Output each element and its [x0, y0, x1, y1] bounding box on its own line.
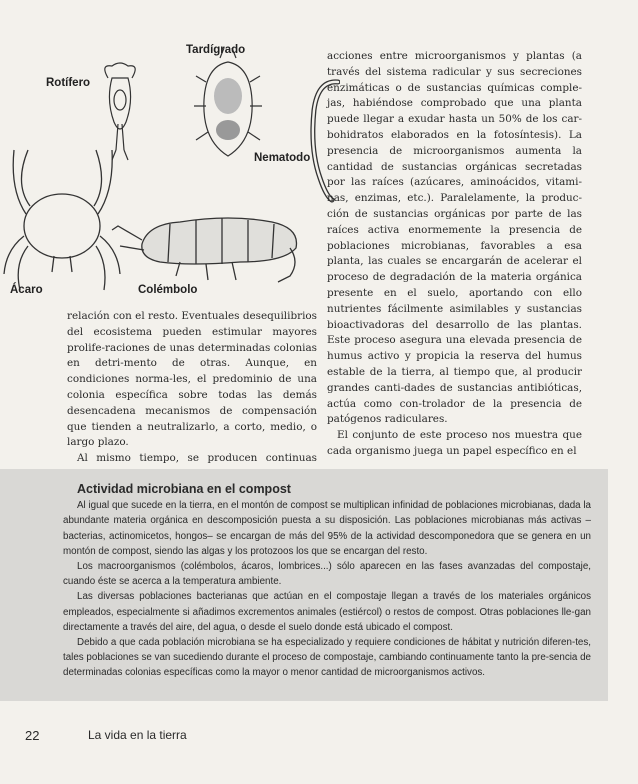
mite-drawing — [4, 150, 120, 290]
sidebar-box — [0, 469, 608, 701]
running-title: La vida en la tierra — [88, 728, 187, 742]
right-paragraph: El conjunto de este proceso nos muestra que cada organismo juega un papel específico en el — [327, 429, 582, 457]
label-acaro: Ácaro — [10, 284, 43, 296]
tardigrade-drawing — [194, 48, 262, 156]
left-paragraph: relación con el resto. Eventuales desequilibrios del ecosistema pueden estimular mayores prolife-raciones de unas determinadas colonias en detri-mento de otras. Aunque, en condiciones norma-les, el predominio de una colonia específica sobre todas las demás desencadena mecanismos de compensación que tienden a neutralizarlo, a corto, medio, o largo plazo. — [67, 310, 317, 449]
box-paragraph: Las diversas poblaciones bacterianas que actúan en el compostaje llegan a través de los materiales orgánicos empleados, especialmente si añadimos excrementos animales (estiércol) o restos de compost. Otras poblaciones lle-gan directamente a través del aire, del agua, o desde el suelo donde está ubicado el compost. — [63, 591, 591, 633]
page-number: 22 — [25, 728, 40, 743]
label-rotifero: Rotífero — [46, 77, 91, 89]
left-text-column — [67, 309, 317, 483]
soil-organisms-drawing — [0, 0, 340, 300]
left-paragraph: Al mismo tiempo, se producen continuas — [77, 452, 317, 465]
box-title: Actividad microbiana en el compost — [77, 482, 291, 496]
collembola-drawing — [112, 218, 297, 282]
box-paragraph: Debido a que cada población microbiana se ha especializado y requiere condiciones de hábitat y nutrición diferen-tes, tales poblaciones se van sucediendo durante el proceso de compostaje, cambiando continuamente tanto la pre-sencia de determinadas colonias específicas como la mayor o menor cantidad de microorganismos activos. — [63, 637, 591, 679]
rotifer-drawing — [105, 63, 135, 160]
right-text-column — [327, 49, 582, 460]
right-paragraph: acciones entre microorganismos y plantas (a través del sistema radicular y sus secreciones enzimáticas o de sustancias químicas comple-jas, habiéndose comprobado que una planta puede llegar a exudar hasta un 50% de los car-bohidratos elaborados en la fotosíntesis). La presencia de microorganismos aumenta la cantidad de sustancias orgánicas secretadas por las raíces (azúcares, aminoácidos, vitami-nas, enzimas, etc.). Paralelamente, la produc-ción de sustancias orgánicas por parte de las raíces activa enormemente la presencia de poblaciones microbianas, favorables a esa planta, las cuales se encargarán de acelerar el proceso de degradación de la materia orgánica presente en el suelo, aportando con ello nutrientes fácilmente asimilables y sustancias bioactivadoras del desarrollo de las plantas. Este proceso asegura una elevada presencia de humus activo y propicia la reserva del humus estable de la tierra, al tiempo que, al producir grandes canti-dades de sustancias antibióticas, actúa como con-trolador de la presencia de patógenos radiculares. — [327, 50, 582, 426]
soil-organisms-illustration — [0, 0, 340, 300]
box-paragraph: Al igual que sucede en la tierra, en el montón de compost se multiplican infinidad de poblaciones microbianas, dada la abundante materia orgánica en descomposición puesta a su disposición. Las poblaciones microbianas más activas –bacterias, actinomicetos, hongos– se encargan de más del 95% de la actividad descomponedora que se genera en un montón de compost, siendo las algas y los protozoos los que se encargan del resto. — [63, 500, 591, 557]
label-colembolo: Colémbolo — [138, 284, 198, 296]
box-paragraph: Los macroorganismos (colémbolos, ácaros, lombrices...) sólo aparecen en las fases avanzadas del compostaje, cuando éste se acerca a la temperatura ambiente. — [63, 561, 591, 588]
label-nematodo: Nematodo — [254, 152, 311, 164]
label-tardigrado: Tardígrado — [186, 44, 246, 56]
